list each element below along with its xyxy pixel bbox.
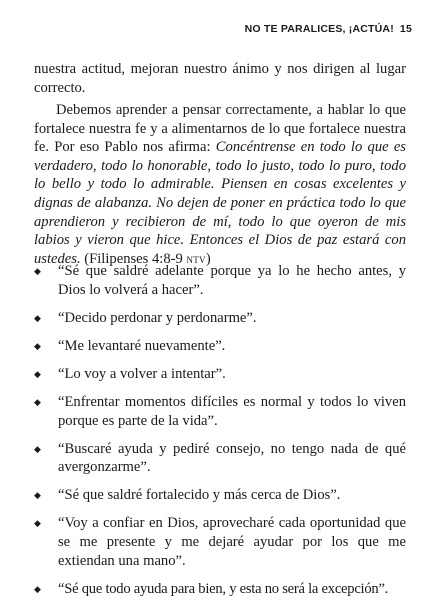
chapter-title: NO TE PARALICES, ¡ACTÚA! [244, 23, 394, 35]
list-item [34, 514, 406, 570]
list-item [34, 262, 406, 299]
list-item [34, 309, 406, 328]
diamond-bullet-icon: ◆ [34, 368, 41, 379]
diamond-bullet-icon: ◆ [34, 490, 41, 501]
bible-version: ntv [186, 250, 206, 266]
list-item-text: “Me levantaré nuevamente”. [58, 337, 226, 354]
running-header [245, 23, 412, 35]
diamond-bullet-icon: ◆ [34, 443, 41, 454]
diamond-bullet-icon: ◆ [34, 396, 41, 407]
list-item [34, 393, 406, 430]
list-item-text: “Enfrentar momentos difíciles es normal y todos lo viven porque es parte de la vida”. [58, 393, 406, 429]
list-item-text: “Voy a confiar en Dios, aprovecharé cada oportunidad que se me presente y me dejaré ayudar por los que me extiendan una mano”. [58, 515, 406, 569]
paragraph-intro: Debemos aprender a pensar correctamente, a hablar lo que fortalece nuestra fe y a alimentarnos de lo que fortalece nuestra fe. Por eso Pablo nos afirma: [34, 102, 406, 156]
scripture-quote: Concéntrense en todo lo que es verdadero, todo lo honorable, todo lo justo, todo lo puro, todo lo bello y todo lo admirable. Piensen en cosas excelentes y dignas de alabanza. No dejen de poner en práctica todo lo que aprendieron y recibieron de mí, todo lo que oyeron de mis labios y vieron que hice. Entonces el Dios de paz estará con ustedes. [34, 139, 406, 267]
page-number: 15 [399, 23, 412, 35]
diamond-bullet-icon: ◆ [34, 583, 41, 594]
diamond-bullet-icon: ◆ [34, 266, 41, 276]
list-item-text: “Lo voy a volver a intentar”. [58, 365, 226, 382]
diamond-bullet-icon: ◆ [34, 312, 41, 323]
diamond-bullet-icon: ◆ [34, 340, 41, 351]
list-item [34, 440, 406, 477]
list-item-text: “Sé que todo ayuda para bien, y esta no será la excepción”. [58, 580, 389, 597]
list-item [34, 337, 406, 356]
list-item-text: “Sé que saldré fortalecido y más cerca de Dios”. [58, 487, 341, 504]
list-item-text: “Buscaré ayuda y pediré consejo, no tengo nada de qué avergonzarme”. [58, 440, 406, 476]
paragraph-scripture [34, 101, 406, 268]
list-item [34, 580, 406, 599]
list-item [34, 365, 406, 384]
citation-close: ) [205, 250, 211, 267]
list-item-text: “Sé que saldré adelante porque ya lo he hecho antes, y Dios lo volverá a hacer”. [58, 263, 406, 298]
diamond-bullet-icon: ◆ [34, 518, 41, 529]
list-item-text: “Decido perdonar y perdonarme”. [58, 309, 257, 326]
affirmation-list [34, 262, 406, 608]
paragraph-continuation: nuestra actitud, mejoran nuestro ánimo y nos dirigen al lugar correcto. [34, 61, 406, 96]
list-item [34, 486, 406, 505]
scripture-citation: (Filipenses 4:8-9 [80, 250, 187, 267]
